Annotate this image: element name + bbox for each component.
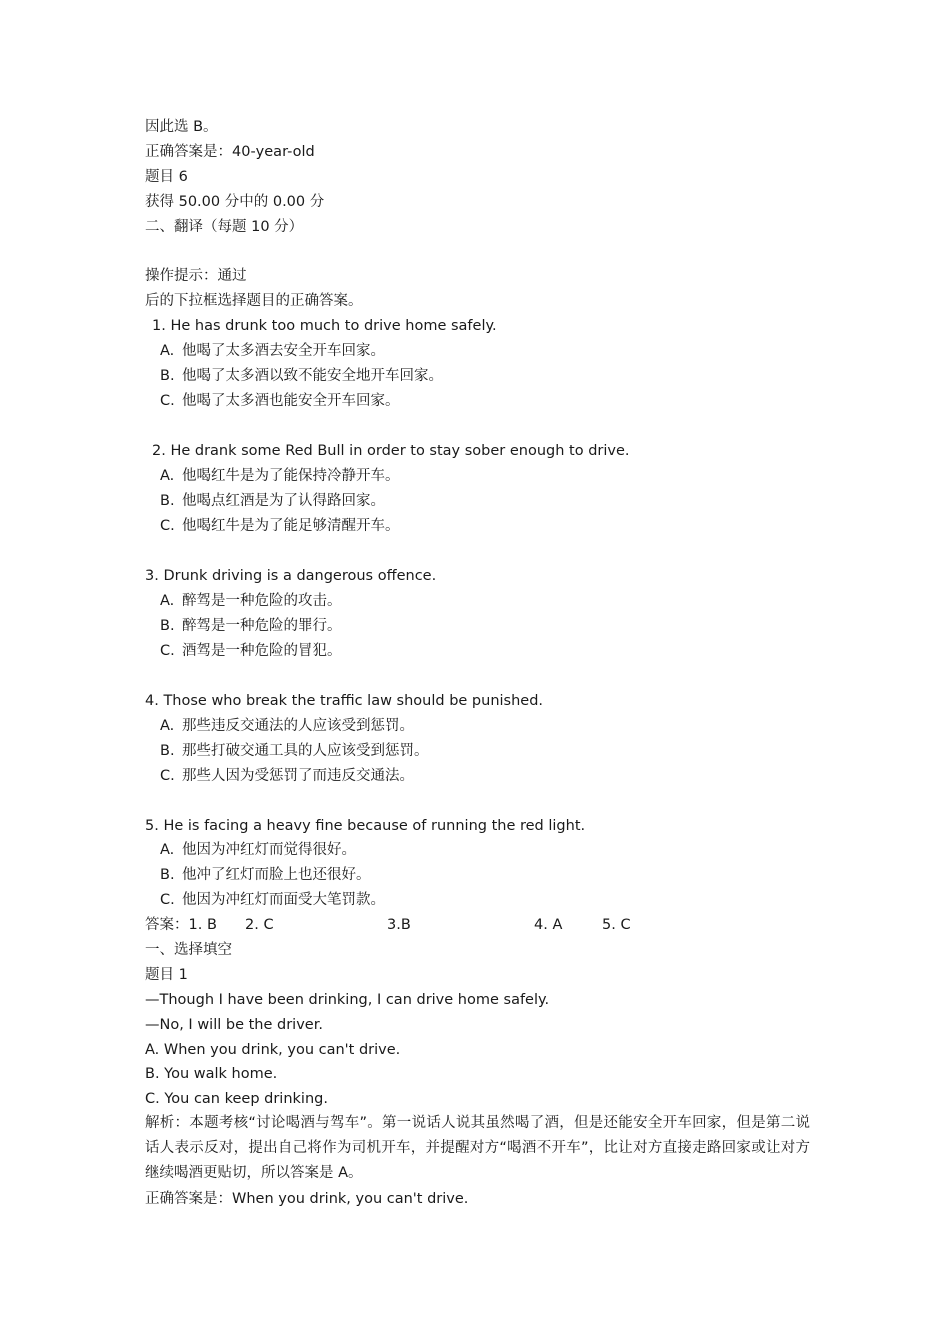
option-letter: A. [160,593,175,609]
question-4-option-b [160,741,429,761]
option-text: 那些打破交通工具的人应该受到惩罚。 [182,743,429,759]
option-text: 那些人因为受惩罚了而违反交通法。 [182,768,414,784]
option-letter: B. [160,493,175,509]
question-4: 4. Those who break the traffic law should be punished. [145,693,544,709]
option-letter: B. [160,743,175,759]
option-text: 他喝了太多酒去安全开车回家。 [182,343,385,359]
option-letter: C. [160,643,175,659]
question-2-option-c [160,516,400,536]
option-text: 他喝点红酒是为了认得路回家。 [182,493,385,509]
option-letter: A. [160,468,175,484]
option-letter: A. [160,343,175,359]
section-one-question-number: 题目 1 [145,967,188,983]
option-text: 那些违反交通法的人应该受到惩罚。 [182,718,414,734]
question-1-option-c [160,391,400,411]
option-text: 酒驾是一种危险的冒犯。 [182,643,342,659]
option-text: 他喝红牛是为了能足够清醒开车。 [182,518,400,534]
option-text: 他喝了太多酒以致不能安全地开车回家。 [182,368,443,384]
analysis-paragraph: 解析：本题考核“讨论喝酒与驾车”。第一说话人说其虽然喝了酒，但是还能安全开车回家，但是第二说话人表示反对，提出自己将作为司机开车，并提醒对方“喝酒不开车”，比让对方直接走路回家或让对方继续喝酒更贴切，所以答案是 A。 [145,1115,810,1181]
choice-option-b: B. You walk home. [145,1066,278,1082]
question-5: 5. He is facing a heavy fine because of running the red light. [145,818,586,834]
question-4-option-a [160,716,414,736]
section-title: 二、翻译（每题 10 分） [145,219,304,235]
question-5-option-b [160,865,371,885]
question-1-option-b [160,366,443,386]
question-2-option-b [160,491,385,511]
hint-line-2: 后的下拉框选择题目的正确答案。 [145,293,363,309]
option-text: 他冲了红灯而脸上也还很好。 [182,867,371,883]
score-text: 获得 50.00 分中的 0.00 分 [145,194,325,210]
hint-line-1: 操作提示：通过 [145,268,247,284]
answer-5: 5. C [602,917,631,933]
option-text: 醉驾是一种危险的罪行。 [182,618,342,634]
question-1: 1. He has drunk too much to drive home safely. [152,318,497,334]
dialog-line-2: —No, I will be the driver. [145,1017,323,1033]
question-4-option-c [160,766,414,786]
section-one-correct-answer: 正确答案是：When you drink, you can't drive. [145,1191,469,1207]
choice-option-c: C. You can keep drinking. [145,1091,328,1107]
so-choose-text: 因此选 B。 [145,119,218,135]
question-3-option-c [160,641,342,661]
question-3-option-b [160,616,342,636]
option-letter: C. [160,393,175,409]
option-letter: C. [160,768,175,784]
option-text: 他喝了太多酒也能安全开车回家。 [182,393,400,409]
option-letter: A. [160,842,175,858]
question-1-option-a [160,341,385,361]
question-2-option-a [160,466,400,486]
answer-label: 答案：1. B [145,917,217,933]
question-3: 3. Drunk driving is a dangerous offence. [145,568,437,584]
correct-answer-text: 正确答案是：40-year-old [145,144,315,160]
answer-3: 3.B [387,917,411,933]
option-text: 醉驾是一种危险的攻击。 [182,593,342,609]
option-letter: C. [160,518,175,534]
option-letter: B. [160,368,175,384]
option-letter: B. [160,867,175,883]
question-number: 题目 6 [145,169,188,185]
option-text: 他因为冲红灯而觉得很好。 [182,842,356,858]
option-text: 他因为冲红灯而面受大笔罚款。 [182,892,385,908]
answer-2: 2. C [245,917,274,933]
question-3-option-a [160,591,342,611]
answer-key-row [145,915,665,935]
dialog-line-1: —Though I have been drinking, I can drive home safely. [145,992,550,1008]
choice-option-a: A. When you drink, you can't drive. [145,1042,401,1058]
question-5-option-c [160,890,385,910]
option-letter: A. [160,718,175,734]
option-text: 他喝红牛是为了能保持冷静开车。 [182,468,400,484]
question-5-option-a [160,840,356,860]
option-letter: B. [160,618,175,634]
question-2: 2. He drank some Red Bull in order to stay sober enough to drive. [152,443,630,459]
option-letter: C. [160,892,175,908]
section-one-title: 一、选择填空 [145,942,232,958]
answer-4: 4. A [534,917,563,933]
